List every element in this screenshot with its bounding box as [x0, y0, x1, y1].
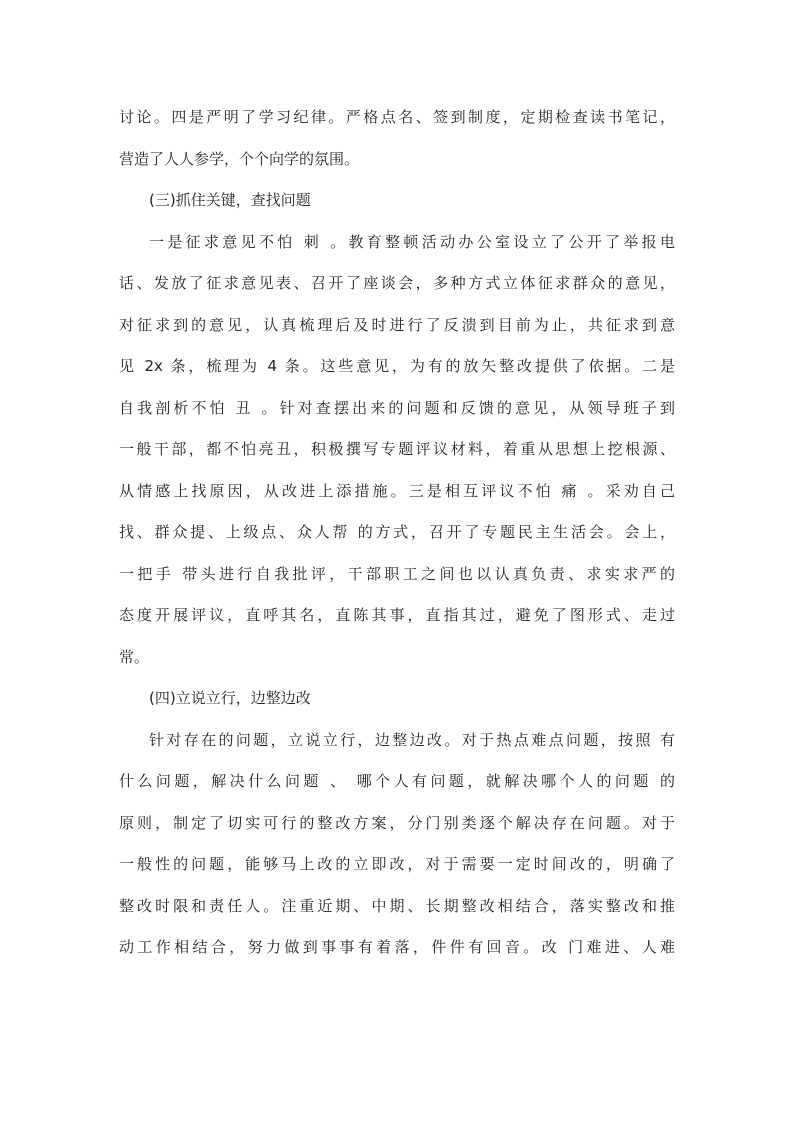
text-line: 自我剖析不怕 丑 。针对查摆出来的问题和反馈的意见，从领导班子到: [119, 398, 675, 417]
text-line: 讨论。四是严明了学习纪律。严格点名、签到制度，定期检查读书笔记，: [119, 108, 675, 126]
text-line: 话、发放了征求意见表、召开了座谈会，多种方式立体征求群众的意见，: [119, 274, 675, 292]
text-line: 一把手 带头进行自我批评，干部职工之间也以认真负责、求实求严的: [119, 564, 675, 583]
text-line: 一般性的问题，能够马上改的立即改，对于需要一定时间改的，明确了: [119, 855, 675, 873]
section-heading: (三)抓住关键，查找问题: [149, 191, 311, 209]
section-heading: (四)立说立行，边整边改: [149, 689, 311, 707]
text-line: 常。: [119, 647, 150, 666]
text-line: 态度开展评议，直呼其名，直陈其事，直指其过，避免了图形式、走过: [119, 606, 675, 624]
text-line: 动工作相结合，努力做到事事有着落，件件有回音。改 门难进、人难: [119, 938, 675, 956]
text-line: 营造了人人参学，个个向学的氛围。: [119, 149, 360, 168]
document-body: [119, 97, 675, 969]
text-line: 从情感上找原因，从改进上添措施。三是相互评议不怕 痛 。采劝自己: [119, 481, 675, 500]
text-line: 针对存在的问题，立说立行，边整边改。对于热点难点问题，按照 有: [149, 730, 675, 749]
text-line: 什么问题，解决什么问题 、 哪个人有问题，就解决哪个人的问题 的: [119, 772, 675, 790]
text-line: 原则，制定了切实可行的整改方案，分门别类逐个解决存在问题。对于: [119, 813, 675, 832]
text-line: 找、群众提、上级点、众人帮 的方式，召开了专题民主生活会。会上，: [119, 523, 675, 541]
text-line: 对征求到的意见，认真梳理后及时进行了反溃到目前为止，共征求到意: [119, 315, 675, 334]
text-line: 一般干部，都不怕亮丑，积极撰写专题评议材料，着重从思想上挖根源、: [119, 440, 675, 458]
text-line: 一是征求意见不怕 刺 。教育整顿活动办公室设立了公开了举报电: [149, 232, 675, 251]
text-line: 整改时限和责任人。注重近期、中期、长期整改相结合，落实整改和推: [119, 896, 675, 915]
text-line: 见 2x 条，梳理为 4 条。这些意见，为有的放矢整改提供了依据。二是: [119, 357, 675, 375]
